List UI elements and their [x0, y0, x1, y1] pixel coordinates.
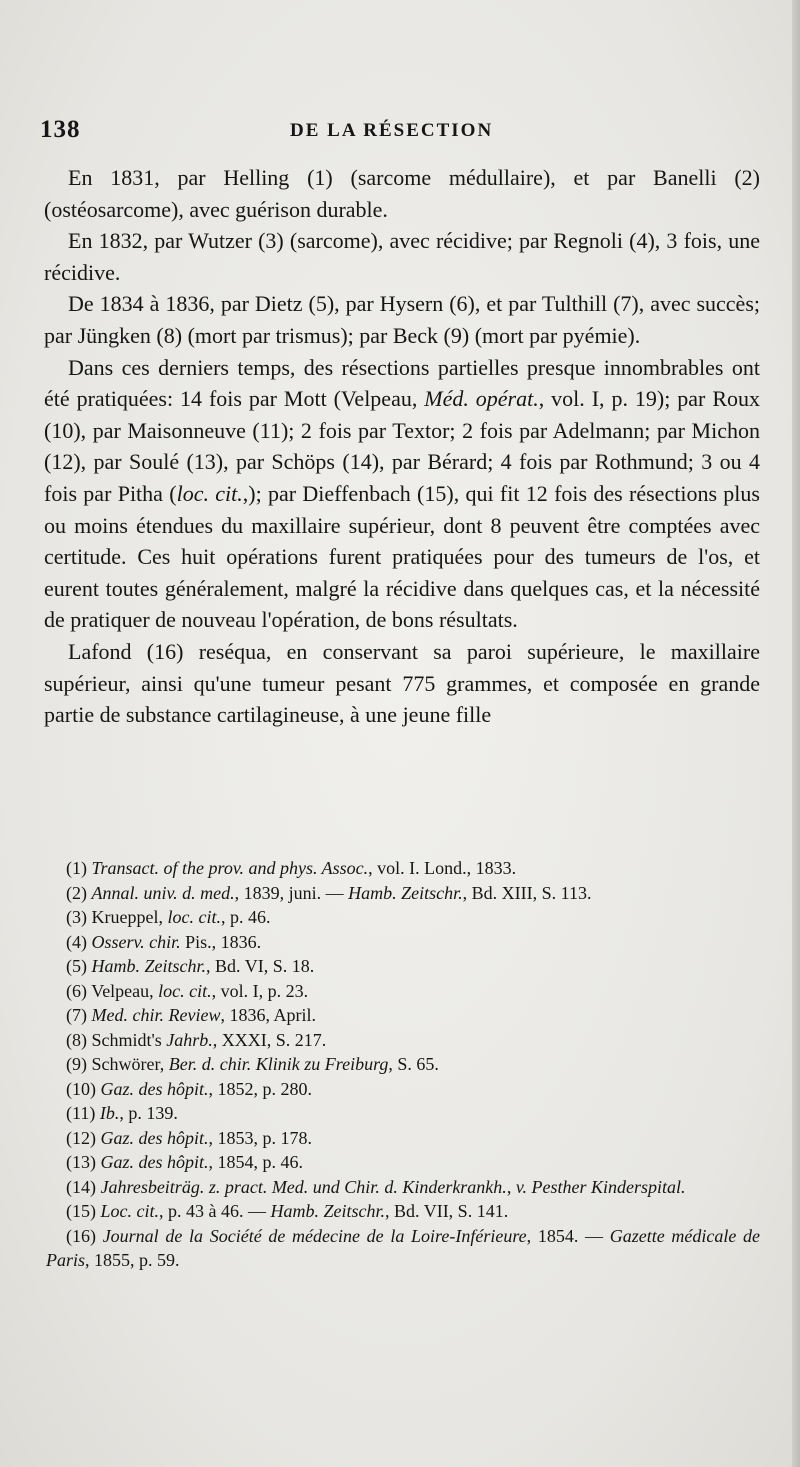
footnote-14 [46, 1175, 760, 1200]
footnote-2 [46, 881, 760, 906]
paragraph-lafond: Lafond (16) reséqua, en conservant sa paroi supérieure, le maxillaire supérieur, ainsi qu'une tumeur pesant 775 grammes, et composée en grande partie de substance cartilagineuse, à une jeune fille [44, 638, 760, 728]
footnote-detail: , 1836, April. [220, 1005, 316, 1025]
footnote-source: Loc. cit. [100, 1201, 159, 1221]
footnote-8 [46, 1028, 760, 1053]
footnote-1 [46, 856, 760, 881]
footnote-13 [46, 1150, 760, 1175]
footnote-number: (11) [66, 1103, 96, 1123]
footnote-plain: Krueppel, [91, 907, 168, 927]
paragraph-recent-part-1: Dans ces derniers temps, des résections partielles presque innombrables ont été pratiquées: 14 fois par Mott (Velpeau, [44, 354, 760, 412]
paragraph-1831: En 1831, par Helling (1) (sarcome médullaire), et par Banelli (2) (ostéosarcome), avec guérison durable. [44, 165, 760, 222]
footnote-detail: , vol. I, p. 23. [211, 980, 309, 1001]
footnote-4 [46, 930, 760, 955]
footnote-source: Gaz. des hôpit. [100, 1127, 209, 1148]
footnote-12 [46, 1126, 760, 1151]
footnote-source: Jahresbeiträg. z. pract. Med. und Chir. d. Kinderkrankh. [100, 1176, 507, 1197]
footnote-detail-secondary: , 1855, p. 59. [85, 1250, 180, 1270]
footnote-9 [46, 1052, 760, 1077]
footnote-plain: Velpeau, [91, 980, 159, 1001]
footnote-detail: , p. 46. [220, 907, 271, 927]
paragraph-1834-1836: De 1834 à 1836, par Dietz (5), par Hysern (6), et par Tulthill (7), avec succès; par Jüngken (8) (mort par trismus); par Beck (9) (mort par pyémie). [44, 291, 760, 348]
footnote-16 [46, 1224, 760, 1273]
footnote-detail: , vol. I. Lond., 1833. [368, 858, 517, 878]
body-text [44, 162, 760, 731]
footnote-source-secondary: Hamb. Zeitschr. [348, 882, 463, 903]
footnote-detail: , 1854, p. 46. [208, 1152, 303, 1172]
footnote-detail: , Bd. VI, S. 18. [206, 956, 315, 976]
running-title: DE LA RÉSECTION [290, 120, 494, 141]
footnote-number: (10) [66, 1078, 96, 1099]
citation-loc-cit: loc. cit. [176, 480, 243, 506]
footnote-detail: , XXXI, S. 217. [212, 1029, 327, 1050]
footnote-15 [46, 1199, 760, 1224]
footnote-detail: , S. 65. [388, 1054, 439, 1074]
footnote-number: (1) [66, 858, 87, 878]
footnote-detail: , 1852, p. 280. [208, 1078, 312, 1099]
footnote-source-secondary: Hamb. Zeitschr. [270, 1201, 386, 1221]
footnote-number: (8) [66, 1029, 87, 1050]
footnote-number: (2) [66, 882, 87, 903]
footnote-5 [46, 954, 760, 979]
footnote-source: Osserv. chir. [91, 931, 181, 952]
footnote-source: loc. cit. [167, 907, 221, 927]
footnote-detail-secondary: , Bd. XIII, S. 113. [462, 882, 592, 903]
page-edge-shadow [792, 0, 800, 1467]
footnote-source: Ib. [99, 1103, 120, 1123]
footnotes [46, 856, 760, 1273]
footnote-number: (4) [66, 931, 87, 952]
footnote-number: (5) [66, 956, 87, 976]
footnote-source: loc. cit. [158, 980, 212, 1001]
paragraph-recent-part-3: ,); par Dieffenbach (15), qui fit 12 fois des résections plus ou moins étendues du maxillaire supérieur, dont 8 peuvent être comptées avec certitude. Ces huit opérations furent pratiquées pour des tumeurs de l'os, et eurent toutes généralement, malgré la récidive dans quelques cas, et la nécessité de pratiquer de nouveau l'opération, de bons résultats. [44, 480, 760, 633]
citation-med-operat: Méd. opérat. [424, 386, 539, 412]
page-header [40, 116, 760, 150]
footnote-source: Journal de la Société de médecine de la Loire-Inférieure [102, 1225, 527, 1246]
footnote-detail: , p. 139. [119, 1103, 178, 1123]
footnote-source: Transact. of the prov. and phys. Assoc. [91, 858, 369, 878]
footnote-detail: , 1839, juni. — [234, 882, 349, 903]
page-number: 138 [40, 116, 81, 143]
footnote-detail: , [506, 1176, 516, 1197]
footnote-detail: , p. 43 à 46. — [159, 1201, 271, 1221]
footnote-source: Gaz. des hôpit. [100, 1152, 209, 1172]
footnote-6 [46, 979, 760, 1004]
footnote-detail: , 1854. — [526, 1225, 610, 1246]
footnote-source-secondary: Gazette médicale de Paris [46, 1225, 761, 1270]
footnote-detail-secondary: , Bd. VII, S. 141. [385, 1201, 509, 1221]
footnote-source: Annal. univ. d. med. [91, 882, 235, 903]
footnote-number: (14) [66, 1176, 96, 1197]
footnote-detail: , 1853, p. 178. [208, 1127, 312, 1148]
paragraph-recent-resections [44, 352, 760, 636]
footnote-11 [46, 1101, 760, 1126]
footnote-number: (12) [66, 1127, 96, 1148]
footnote-plain: Schwörer, [91, 1054, 169, 1074]
footnote-number: (15) [66, 1201, 96, 1221]
footnote-source: Ber. d. chir. Klinik zu Freiburg [168, 1054, 389, 1074]
footnote-number: (7) [66, 1005, 87, 1025]
footnote-number: (6) [66, 980, 87, 1001]
paragraph-1832: En 1832, par Wutzer (3) (sarcome), avec récidive; par Regnoli (4), 3 fois, une récidive. [44, 228, 760, 285]
footnote-number: (9) [66, 1054, 87, 1074]
footnote-number: (3) [66, 907, 87, 927]
footnote-source: Hamb. Zeitschr. [91, 956, 207, 976]
footnote-source: Jahrb. [166, 1029, 213, 1050]
footnote-number: (16) [66, 1225, 96, 1246]
footnote-source-secondary: v. Pesther Kinderspital. [515, 1176, 686, 1197]
footnote-plain: Schmidt's [91, 1029, 167, 1050]
paragraph-recent-part-2: , vol. I, p. 19); par Roux (10), par Maisonneuve (11); 2 fois par Textor; 2 fois par Adelmann; par Michon (12), par Soulé (13), par Schöps (14), par Bérard; 4 fois par Rothmund; 3 ou 4 fois par Pitha ( [44, 386, 760, 506]
footnote-number: (13) [66, 1152, 96, 1172]
footnote-7 [46, 1003, 760, 1028]
footnote-3 [46, 905, 760, 930]
footnote-10 [46, 1077, 760, 1102]
footnote-source: Gaz. des hôpit. [100, 1078, 209, 1099]
footnote-source: Med. chir. Review [91, 1005, 221, 1025]
footnote-detail: Pis., 1836. [180, 931, 262, 952]
